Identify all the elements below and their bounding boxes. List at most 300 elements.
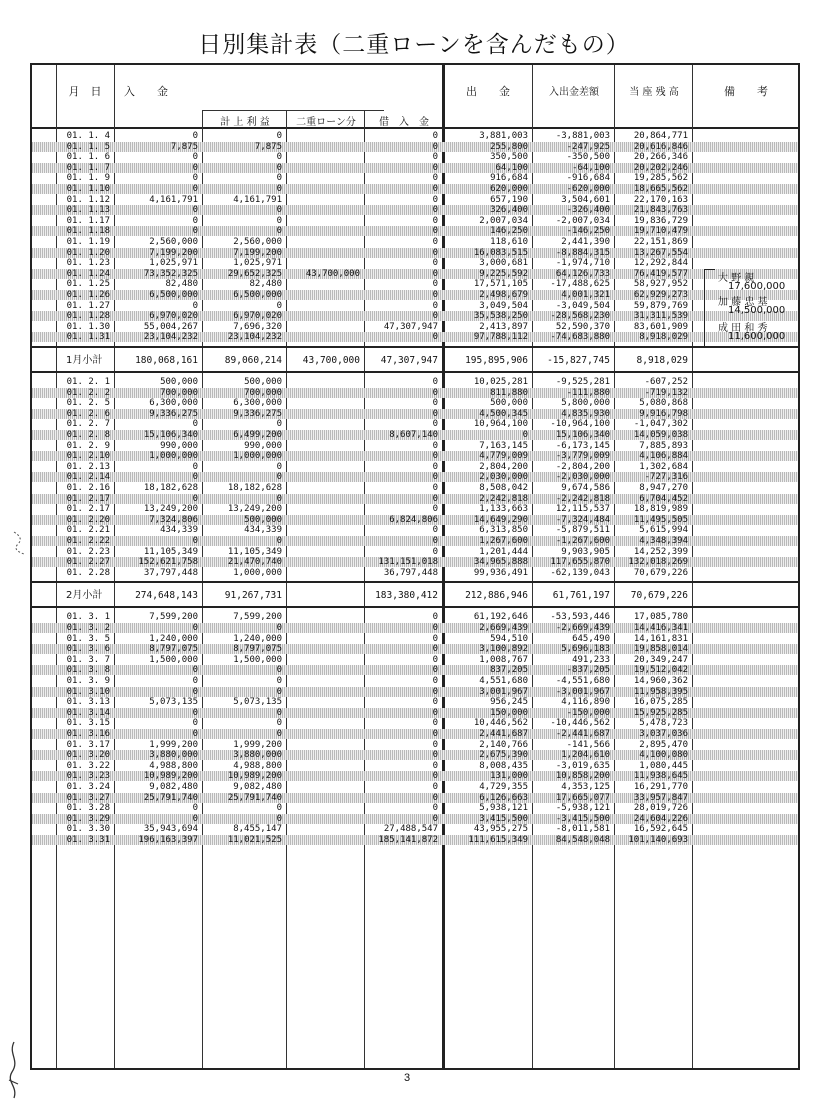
cell-income: 4,988,800 xyxy=(149,760,198,771)
cell-out: 1,008,767 xyxy=(479,654,528,665)
cell-double xyxy=(288,718,360,728)
cell-profit: 0 xyxy=(276,623,282,633)
cell-double xyxy=(288,131,360,141)
cell-date: 01. 2. 7 xyxy=(66,419,110,430)
cell-out: 2,675,390 xyxy=(479,750,528,761)
cell-diff: -3,049,504 xyxy=(555,300,610,311)
cell-diff: -2,804,200 xyxy=(555,461,610,472)
cell-double xyxy=(288,419,360,429)
cell-profit: 0 xyxy=(276,419,282,430)
cell-out: 5,938,121 xyxy=(479,803,528,814)
subtotal-income: 274,648,143 xyxy=(135,590,198,602)
cell-borrow: 0 xyxy=(432,419,438,430)
cell-out: 10,025,281 xyxy=(473,377,528,387)
cell-out: 3,000,681 xyxy=(479,258,528,269)
remarks-bracket xyxy=(704,269,715,347)
cell-borrow: 0 xyxy=(432,152,438,163)
cell-bal: 20,349,247 xyxy=(633,654,688,665)
cell-profit: 6,499,200 xyxy=(233,430,282,440)
cell-out: 1,201,444 xyxy=(479,546,528,557)
cell-double xyxy=(288,152,360,162)
cell-income: 8,797,075 xyxy=(149,644,198,655)
cell-borrow: 0 xyxy=(432,483,438,493)
cell-borrow: 0 xyxy=(432,258,438,269)
cell-double xyxy=(288,377,360,387)
cell-borrow: 47,307,947 xyxy=(383,321,438,332)
row-group-rule xyxy=(32,346,798,348)
cell-double xyxy=(288,301,360,311)
cell-bal: 58,927,952 xyxy=(633,279,688,290)
cell-out: 2,498,679 xyxy=(479,290,528,300)
cell-income: 0 xyxy=(192,184,198,194)
cell-diff: -9,525,281 xyxy=(555,377,610,387)
cell-double xyxy=(288,441,360,451)
cell-profit: 7,696,320 xyxy=(233,321,282,332)
cell-borrow: 0 xyxy=(432,612,438,623)
cell-out: 6,126,663 xyxy=(479,792,528,803)
cell-borrow: 0 xyxy=(432,803,438,814)
cell-out: 3,881,003 xyxy=(479,131,528,141)
cell-diff: -2,242,818 xyxy=(555,493,610,504)
cell-borrow: 0 xyxy=(432,665,438,676)
cell-double xyxy=(288,290,360,300)
cell-profit: 6,500,000 xyxy=(233,290,282,300)
cell-out: 131,000 xyxy=(490,771,528,782)
cell-income: 0 xyxy=(192,536,198,546)
cell-borrow: 0 xyxy=(432,729,438,739)
cell-double xyxy=(288,623,360,633)
cell-out: 255,800 xyxy=(490,141,528,152)
cell-date: 01. 2.22 xyxy=(66,536,110,546)
cell-profit: 3,880,000 xyxy=(233,750,282,761)
cell-income: 7,599,200 xyxy=(149,612,198,623)
cell-date: 01. 3. 1 xyxy=(66,612,110,623)
cell-bal: 14,161,831 xyxy=(633,633,688,644)
cell-borrow: 0 xyxy=(432,750,438,761)
cell-double xyxy=(288,557,360,567)
cell-date: 01. 2.16 xyxy=(66,483,110,493)
cell-profit: 1,500,000 xyxy=(233,654,282,665)
cell-income: 73,352,325 xyxy=(143,268,198,279)
cell-date: 01. 1.23 xyxy=(66,258,110,269)
cell-profit: 990,000 xyxy=(244,440,282,451)
cell-income: 990,000 xyxy=(160,440,198,451)
cell-diff: -53,593,446 xyxy=(550,612,610,623)
cell-income: 0 xyxy=(192,419,198,430)
cell-bal: 22,151,869 xyxy=(633,237,688,247)
cell-profit: 0 xyxy=(276,803,282,814)
cell-borrow: 0 xyxy=(432,813,438,824)
cell-borrow: 0 xyxy=(432,226,438,237)
cell-bal: 4,100,080 xyxy=(639,750,688,761)
cell-profit: 0 xyxy=(276,215,282,226)
cell-diff: -10,964,100 xyxy=(550,419,610,430)
cell-date: 01. 2.23 xyxy=(66,546,110,557)
cell-diff: 645,490 xyxy=(572,633,610,644)
header-remarks: 備 考 xyxy=(724,85,768,98)
cell-out: 111,615,349 xyxy=(468,835,528,845)
margin-hole-mark xyxy=(10,528,30,558)
cell-income: 0 xyxy=(192,813,198,824)
cell-profit: 0 xyxy=(276,131,282,141)
header-borrowed: 借 入 金 xyxy=(379,117,429,128)
cell-date: 01. 3.15 xyxy=(66,718,110,729)
cell-bal: 28,019,726 xyxy=(633,803,688,814)
cell-date: 01. 1. 7 xyxy=(66,162,110,173)
cell-out: 3,100,892 xyxy=(479,644,528,655)
cell-borrow: 0 xyxy=(432,676,438,686)
cell-profit: 7,875 xyxy=(254,141,282,152)
cell-date: 01. 1.27 xyxy=(66,300,110,311)
cell-bal: 14,960,362 xyxy=(633,676,688,686)
cell-diff: -620,000 xyxy=(566,184,610,194)
cell-out: 9,225,592 xyxy=(479,268,528,279)
subtotal-borrow: 183,380,412 xyxy=(375,590,438,602)
cell-diff: 5,696,183 xyxy=(561,644,610,655)
cell-out: 350,500 xyxy=(490,152,528,163)
cell-double xyxy=(288,824,360,834)
cell-diff: -8,884,315 xyxy=(555,247,610,258)
cell-bal: 8,918,029 xyxy=(639,332,688,343)
cell-profit: 4,988,800 xyxy=(233,760,282,771)
cell-diff: -2,007,034 xyxy=(555,215,610,226)
cell-bal: 70,679,226 xyxy=(633,567,688,578)
remark-name: 成 田 和 秀 xyxy=(718,323,768,334)
cell-income: 0 xyxy=(192,493,198,504)
cell-income: 196,163,397 xyxy=(138,835,198,845)
subtotal-income: 180,068,161 xyxy=(135,355,198,366)
cell-bal: 9,916,798 xyxy=(639,408,688,419)
cell-borrow: 0 xyxy=(432,472,438,483)
cell-double xyxy=(288,761,360,771)
cell-date: 01. 1.18 xyxy=(66,226,110,237)
cell-double xyxy=(288,216,360,226)
cell-bal: 20,202,246 xyxy=(633,162,688,173)
cell-bal: 13,267,554 xyxy=(633,247,688,258)
cell-income: 0 xyxy=(192,131,198,141)
cell-double xyxy=(288,451,360,461)
cell-diff: 491,233 xyxy=(572,654,610,665)
cell-date: 01. 2. 5 xyxy=(66,398,110,409)
cell-profit: 1,000,000 xyxy=(233,451,282,462)
cell-borrow: 0 xyxy=(432,451,438,462)
cell-bal: 20,266,346 xyxy=(633,152,688,163)
cell-bal: 21,843,763 xyxy=(633,205,688,216)
cell-double xyxy=(288,409,360,419)
cell-double xyxy=(288,750,360,760)
cell-income: 0 xyxy=(192,729,198,739)
cell-diff: -141,566 xyxy=(566,739,610,750)
cell-double xyxy=(288,771,360,781)
cell-date: 01. 1. 6 xyxy=(66,152,110,163)
cell-borrow: 0 xyxy=(432,205,438,216)
cell-diff: 12,115,537 xyxy=(555,504,610,515)
cell-out: 4,500,345 xyxy=(479,408,528,419)
subtotal-label: 1月小計 xyxy=(66,355,103,366)
cell-income: 0 xyxy=(192,665,198,676)
cell-double xyxy=(288,835,360,845)
cell-diff: 4,116,890 xyxy=(561,697,610,708)
cell-out: 6,313,850 xyxy=(479,525,528,536)
cell-diff: -3,001,967 xyxy=(555,686,610,697)
cell-bal: 11,958,395 xyxy=(633,686,688,697)
cell-date: 01. 3.29 xyxy=(66,813,110,824)
cell-borrow: 0 xyxy=(432,546,438,557)
cell-income: 0 xyxy=(192,215,198,226)
cell-diff: -350,500 xyxy=(566,152,610,163)
cell-diff: 52,590,370 xyxy=(555,321,610,332)
cell-date: 01. 3.20 xyxy=(66,750,110,761)
cell-date: 01. 2.28 xyxy=(66,567,110,578)
cell-diff: 117,655,870 xyxy=(550,557,610,568)
cell-income: 55,004,267 xyxy=(143,321,198,332)
cell-double xyxy=(288,729,360,739)
cell-out: 2,030,000 xyxy=(479,472,528,483)
cell-date: 01. 2. 9 xyxy=(66,440,110,451)
cell-out: 97,788,112 xyxy=(473,332,528,343)
cell-date: 01. 3. 9 xyxy=(66,676,110,686)
cell-bal: 19,285,562 xyxy=(633,173,688,184)
cell-double xyxy=(288,644,360,654)
cell-borrow: 0 xyxy=(432,782,438,792)
cell-diff: 17,665,077 xyxy=(555,792,610,803)
cell-borrow: 0 xyxy=(432,654,438,665)
cell-profit: 23,104,232 xyxy=(227,332,282,343)
cell-bal: 1,302,684 xyxy=(639,461,688,472)
cell-bal: 33,957,847 xyxy=(633,792,688,803)
ledger-table xyxy=(30,63,800,1070)
cell-double xyxy=(288,388,360,398)
cell-borrow: 0 xyxy=(432,525,438,536)
cell-borrow: 0 xyxy=(432,461,438,472)
cell-profit: 0 xyxy=(276,205,282,216)
cell-income: 6,300,000 xyxy=(149,398,198,409)
cell-income: 434,339 xyxy=(160,525,198,536)
row-group-rule xyxy=(32,581,798,583)
cell-double xyxy=(288,665,360,675)
cell-bal: 101,140,693 xyxy=(628,835,688,845)
cell-out: 99,936,491 xyxy=(473,567,528,578)
cell-borrow: 0 xyxy=(432,332,438,343)
cell-date: 01. 2.17 xyxy=(66,504,110,515)
cell-bal: 12,292,844 xyxy=(633,258,688,269)
cell-date: 01. 1.26 xyxy=(66,290,110,300)
cell-double xyxy=(288,687,360,697)
cell-income: 0 xyxy=(192,707,198,718)
cell-out: 3,001,967 xyxy=(479,686,528,697)
cell-borrow: 0 xyxy=(432,504,438,515)
cell-borrow: 0 xyxy=(432,739,438,750)
subtotal-bal: 70,679,226 xyxy=(630,590,688,602)
cell-diff: -4,551,680 xyxy=(555,676,610,686)
cell-diff: -6,173,145 xyxy=(555,440,610,451)
cell-diff: -247,925 xyxy=(566,141,610,152)
cell-bal: 14,416,341 xyxy=(633,623,688,633)
cell-diff: 84,548,048 xyxy=(555,835,610,845)
cell-profit: 4,161,791 xyxy=(233,194,282,205)
cell-borrow: 0 xyxy=(432,623,438,633)
cell-borrow: 0 xyxy=(432,184,438,194)
cell-borrow: 0 xyxy=(432,387,438,398)
cell-diff: -1,267,600 xyxy=(555,536,610,546)
cell-profit: 1,240,000 xyxy=(233,633,282,644)
cell-out: 17,571,105 xyxy=(473,279,528,290)
cell-out: 916,684 xyxy=(490,173,528,184)
cell-date: 01. 3.17 xyxy=(66,739,110,750)
cell-date: 01. 3.16 xyxy=(66,729,110,739)
cell-bal: 3,037,036 xyxy=(639,729,688,739)
cell-diff: 15,106,340 xyxy=(555,430,610,440)
subtotal-label: 2月小計 xyxy=(66,590,103,602)
cell-out: 8,508,042 xyxy=(479,483,528,493)
cell-borrow: 0 xyxy=(432,718,438,729)
cell-income: 37,797,448 xyxy=(143,567,198,578)
cell-income: 0 xyxy=(192,152,198,163)
header-subdivider xyxy=(202,110,384,111)
cell-profit: 9,082,480 xyxy=(233,782,282,792)
cell-diff: 9,674,586 xyxy=(561,483,610,493)
cell-borrow: 0 xyxy=(432,131,438,141)
cell-diff: -17,488,625 xyxy=(550,279,610,290)
cell-borrow: 27,488,547 xyxy=(383,824,438,835)
cell-double xyxy=(288,237,360,247)
cell-diff: -1,974,710 xyxy=(555,258,610,269)
cell-date: 01. 2.13 xyxy=(66,461,110,472)
cell-profit: 0 xyxy=(276,226,282,237)
cell-double xyxy=(288,258,360,268)
cell-profit: 11,021,525 xyxy=(227,835,282,845)
cell-double xyxy=(288,612,360,622)
cell-bal: 2,895,470 xyxy=(639,739,688,750)
cell-date: 01. 1.25 xyxy=(66,279,110,290)
cell-out: 4,779,009 xyxy=(479,451,528,462)
cell-double xyxy=(288,536,360,546)
cell-income: 1,025,971 xyxy=(149,258,198,269)
cell-income: 15,106,340 xyxy=(143,430,198,440)
cell-profit: 2,560,000 xyxy=(233,237,282,247)
cell-bal: 31,311,539 xyxy=(633,311,688,322)
cell-date: 01. 3. 7 xyxy=(66,654,110,665)
cell-double xyxy=(288,332,360,342)
cell-bal: 4,348,394 xyxy=(639,536,688,546)
cell-bal: 14,059,038 xyxy=(633,430,688,440)
cell-out: 35,538,250 xyxy=(473,311,528,322)
cell-date: 01. 3.22 xyxy=(66,760,110,771)
cell-double xyxy=(288,782,360,792)
cell-income: 1,240,000 xyxy=(149,633,198,644)
row-group-rule xyxy=(32,606,798,608)
remark-name: 加 藤 忠 基 xyxy=(718,297,768,308)
cell-profit: 700,000 xyxy=(244,387,282,398)
cell-date: 01. 2.10 xyxy=(66,451,110,462)
cell-bal: 14,252,399 xyxy=(633,546,688,557)
cell-profit: 0 xyxy=(276,461,282,472)
cell-diff: -74,683,880 xyxy=(550,332,610,343)
cell-out: 594,510 xyxy=(490,633,528,644)
cell-bal: 20,864,771 xyxy=(633,131,688,141)
cell-borrow: 0 xyxy=(432,398,438,409)
cell-income: 35,943,694 xyxy=(143,824,198,835)
cell-out: 64,100 xyxy=(495,162,528,173)
cell-bal: 11,938,645 xyxy=(633,771,688,782)
cell-profit: 7,199,200 xyxy=(233,247,282,258)
cell-borrow: 0 xyxy=(432,686,438,697)
cell-bal: 76,419,577 xyxy=(633,268,688,279)
remark-name: 大 野 親 xyxy=(718,273,755,284)
cell-income: 0 xyxy=(192,300,198,311)
cell-borrow: 6,824,806 xyxy=(389,514,438,525)
cell-income: 0 xyxy=(192,623,198,633)
cell-double xyxy=(288,697,360,707)
cell-out: 16,083,515 xyxy=(473,247,528,258)
subtotal-double xyxy=(288,591,360,601)
cell-borrow: 0 xyxy=(432,771,438,782)
cell-out: 0 xyxy=(522,430,528,440)
cell-bal: 6,704,452 xyxy=(639,493,688,504)
cell-bal: 22,170,163 xyxy=(633,194,688,205)
cell-income: 0 xyxy=(192,686,198,697)
header-balance: 当 座 残 高 xyxy=(629,87,679,98)
cell-bal: 24,604,226 xyxy=(633,813,688,824)
cell-date: 01. 1.19 xyxy=(66,237,110,247)
cell-diff: 10,858,200 xyxy=(555,771,610,782)
cell-diff: -150,000 xyxy=(566,707,610,718)
cell-income: 700,000 xyxy=(160,387,198,398)
cell-out: 7,163,145 xyxy=(479,440,528,451)
cell-double xyxy=(288,472,360,482)
cell-bal: 19,512,042 xyxy=(633,665,688,676)
cell-date: 01. 3.10 xyxy=(66,686,110,697)
cell-borrow: 0 xyxy=(432,408,438,419)
header-double-loan: 二重ローン分 xyxy=(296,117,356,128)
cell-diff: -326,400 xyxy=(566,205,610,216)
cell-diff: -7,324,484 xyxy=(555,514,610,525)
cell-out: 4,551,680 xyxy=(479,676,528,686)
cell-date: 01. 3.14 xyxy=(66,707,110,718)
cell-diff: -916,684 xyxy=(566,173,610,184)
cell-borrow: 131,151,018 xyxy=(378,557,438,568)
cell-borrow: 0 xyxy=(432,194,438,205)
cell-income: 1,500,000 xyxy=(149,654,198,665)
cell-diff: -2,669,439 xyxy=(555,623,610,633)
cell-double xyxy=(288,708,360,718)
cell-date: 01. 2. 2 xyxy=(66,387,110,398)
cell-double xyxy=(288,462,360,472)
cell-out: 326,400 xyxy=(490,205,528,216)
cell-out: 43,955,275 xyxy=(473,824,528,835)
cell-diff: -3,881,003 xyxy=(555,131,610,141)
cell-income: 82,480 xyxy=(165,279,198,290)
cell-out: 3,049,504 xyxy=(479,300,528,311)
cell-date: 01. 2. 6 xyxy=(66,408,110,419)
cell-income: 23,104,232 xyxy=(143,332,198,343)
cell-profit: 500,000 xyxy=(244,377,282,387)
cell-income: 11,105,349 xyxy=(143,546,198,557)
cell-profit: 82,480 xyxy=(249,279,282,290)
cell-date: 01. 2.20 xyxy=(66,514,110,525)
cell-double xyxy=(288,248,360,258)
subtotal-out: 212,886,946 xyxy=(465,590,528,602)
cell-out: 2,140,766 xyxy=(479,739,528,750)
cell-diff: -2,030,000 xyxy=(555,472,610,483)
cell-income: 0 xyxy=(192,205,198,216)
remark-amount: 17,600,000 xyxy=(728,281,786,292)
cell-out: 14,649,290 xyxy=(473,514,528,525)
cell-date: 01. 1.17 xyxy=(66,215,110,226)
cell-date: 01. 1.13 xyxy=(66,205,110,216)
cell-diff: 4,001,321 xyxy=(561,290,610,300)
cell-bal: 62,929,273 xyxy=(633,290,688,300)
